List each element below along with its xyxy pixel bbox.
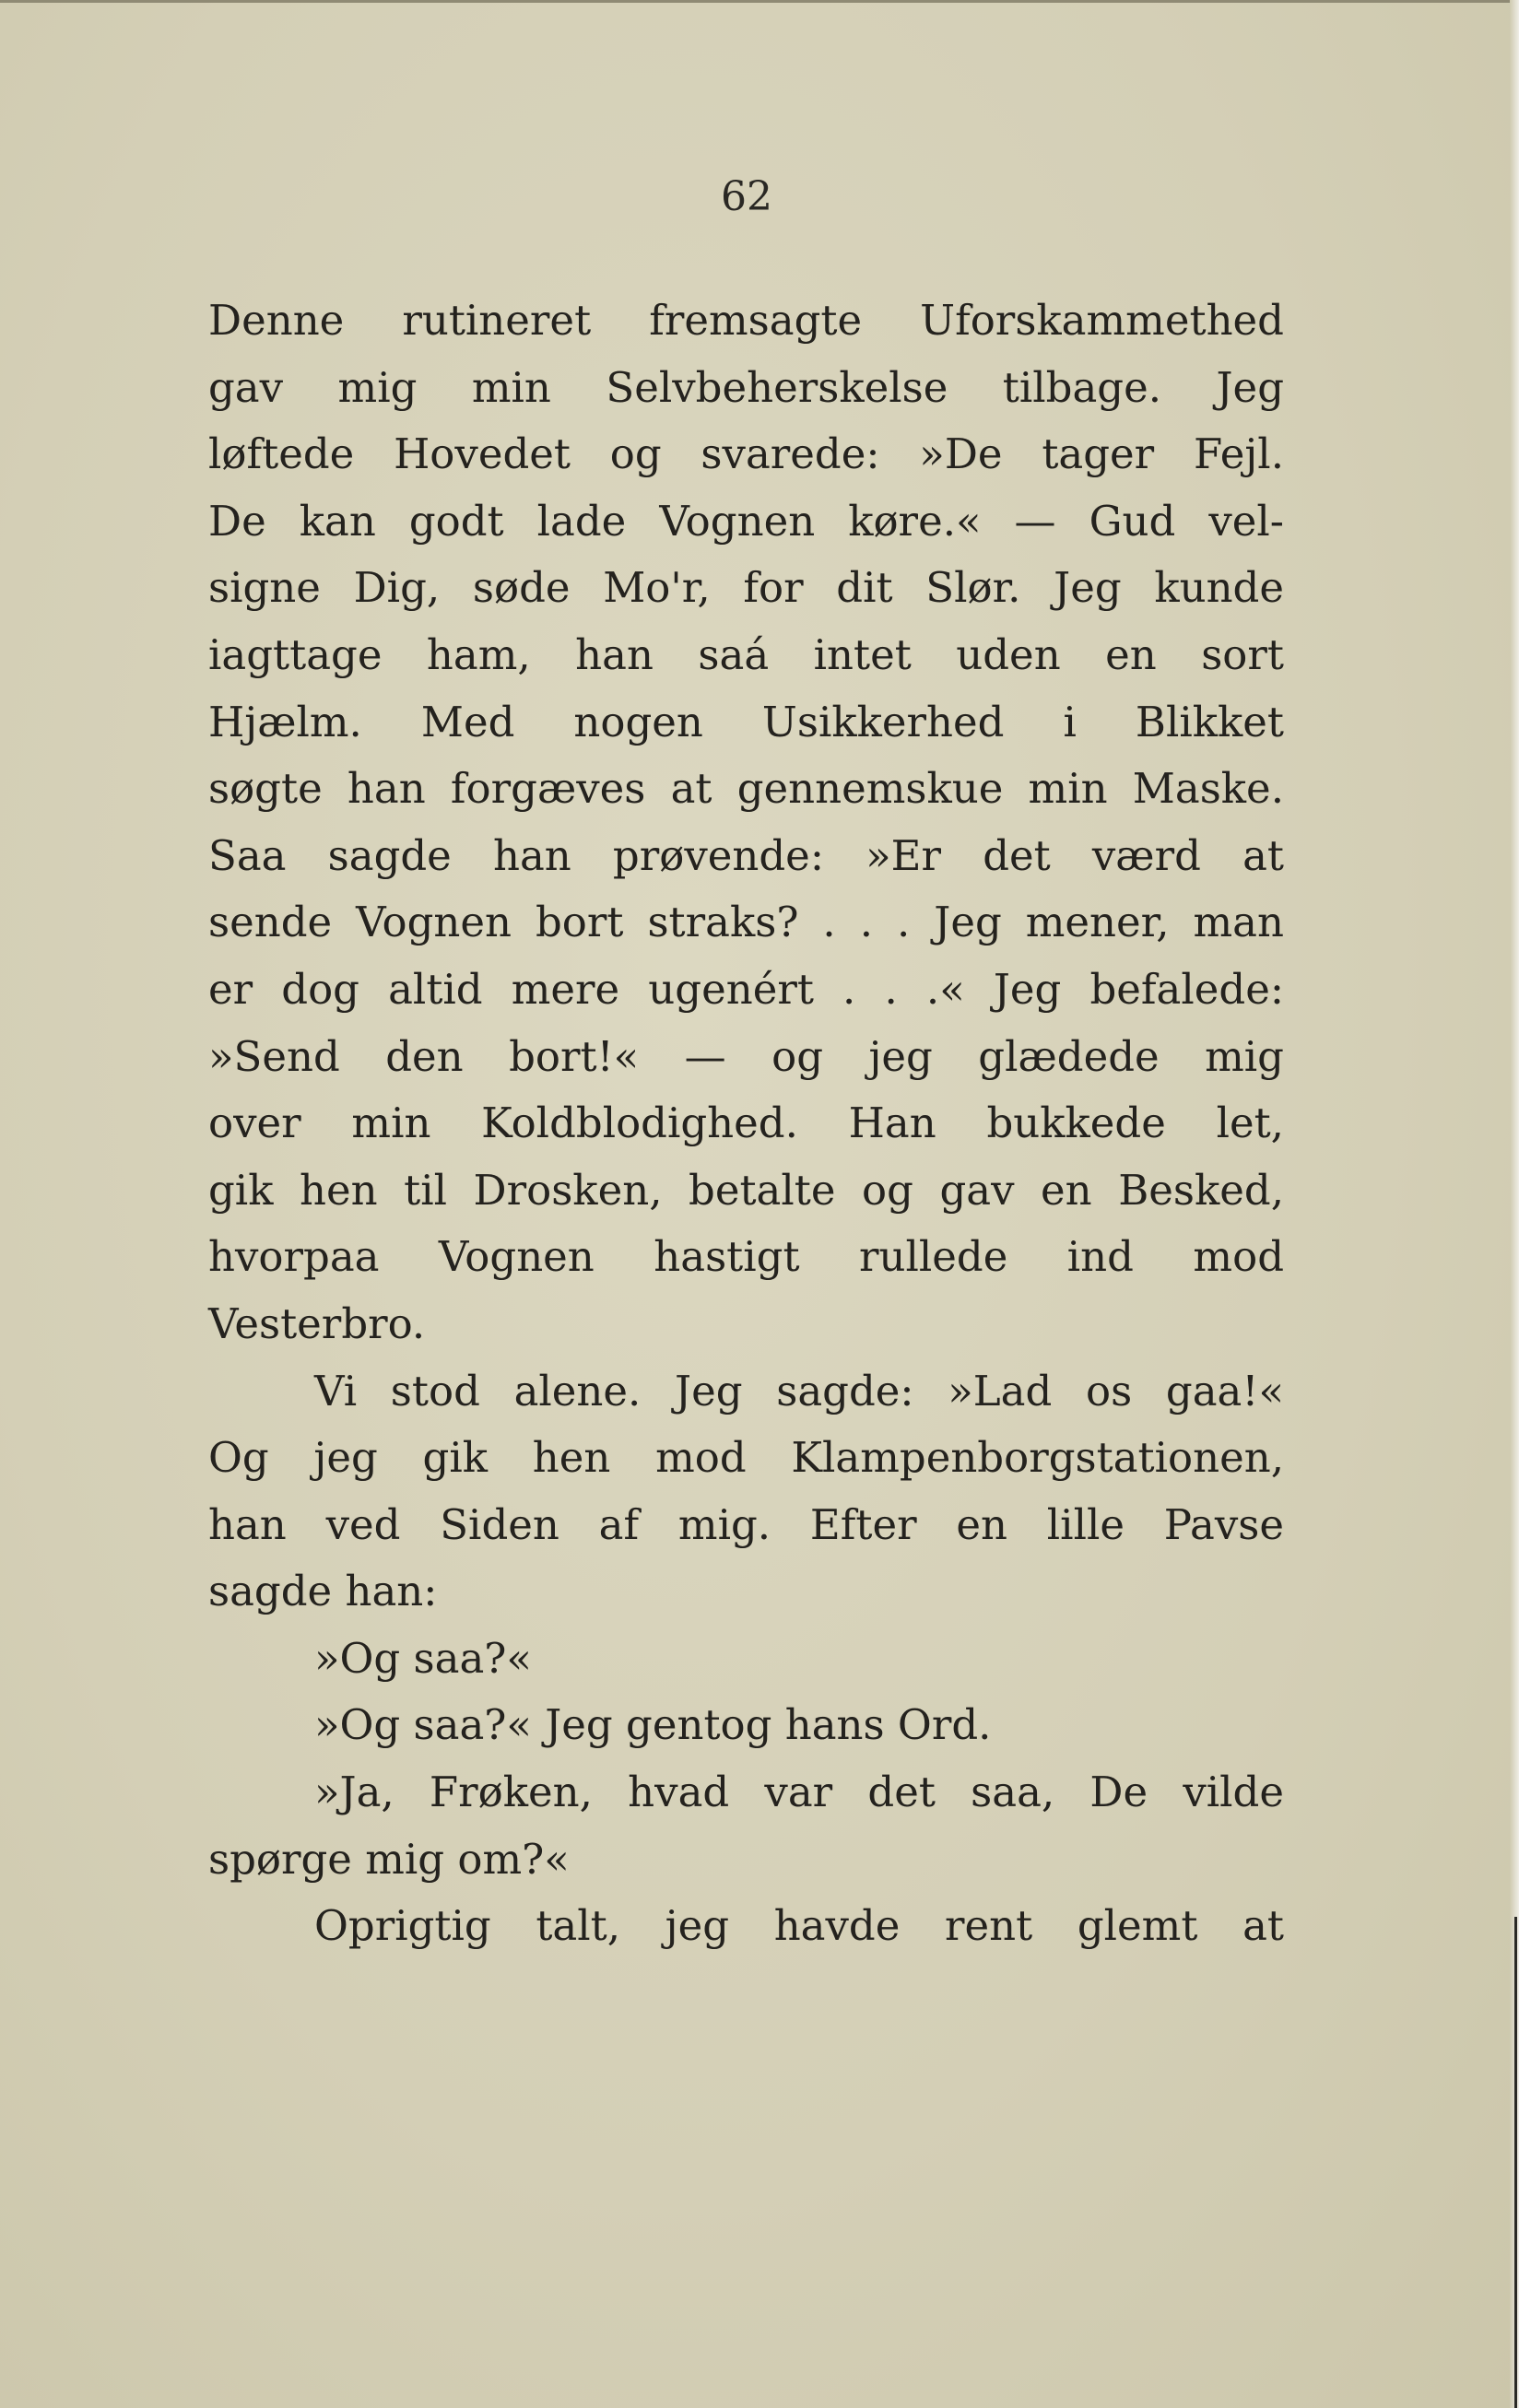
text-line: Denne rutineret fremsagte Uforskammethed: [208, 296, 1284, 345]
text-line: De kan godt lade Vognen køre.« — Gud vel-: [208, 496, 1284, 546]
text-line: signe Dig, søde Mo'r, for dit Slør. Jeg kunde: [208, 563, 1284, 613]
text-line: »Og saa?«: [314, 1633, 532, 1683]
text-line: over min Koldblodighed. Han bukkede let,: [208, 1098, 1284, 1148]
text-line: spørge mig om?«: [208, 1834, 570, 1884]
text-line: Vesterbro.: [208, 1298, 426, 1348]
text-line: søgte han forgæves at gennemskue min Maske.: [208, 764, 1284, 814]
text-line: hvorpaa Vognen hastigt rullede ind mod: [208, 1232, 1284, 1282]
body-text: [208, 288, 1284, 1960]
text-line: han ved Siden af mig. Efter en lille Pavse: [208, 1499, 1284, 1549]
text-line: gik hen til Drosken, betalte og gav en Besked,: [208, 1165, 1284, 1215]
text-line: Og jeg gik hen mod Klampenborgstationen,: [208, 1433, 1284, 1483]
text-line: iagttage ham, han saá intet uden en sort: [208, 629, 1284, 679]
text-line: Hjælm. Med nogen Usikkerhed i Blikket: [208, 697, 1284, 746]
text-line: gav mig min Selvbeherskelse tilbage. Jeg: [208, 362, 1284, 412]
page-number: 62: [721, 173, 772, 220]
text-line: sende Vognen bort straks? . . . Jeg mener, man: [208, 898, 1284, 947]
text-line: løftede Hovedet og svarede: »De tager Fejl.: [208, 429, 1284, 479]
text-line: Saa sagde han prøvende: »Er det værd at: [208, 830, 1284, 880]
text-line: er dog altid mere ugenért . . .« Jeg befalede:: [208, 964, 1284, 1014]
text-line: sagde han:: [208, 1567, 438, 1616]
text-line: »Ja, Frøken, hvad var det saa, De vilde: [314, 1768, 1284, 1817]
text-line: »Send den bort!« — og jeg glædede mig: [208, 1031, 1284, 1081]
text-line: Oprigtig talt, jeg havde rent glemt at: [314, 1901, 1284, 1951]
binding-rule: [1514, 1917, 1517, 2408]
text-line: Vi stod alene. Jeg sagde: »Lad os gaa!«: [314, 1366, 1284, 1415]
text-line: »Og saa?« Jeg gentog hans Ord.: [314, 1700, 992, 1750]
page-top-edge: [0, 0, 1519, 3]
